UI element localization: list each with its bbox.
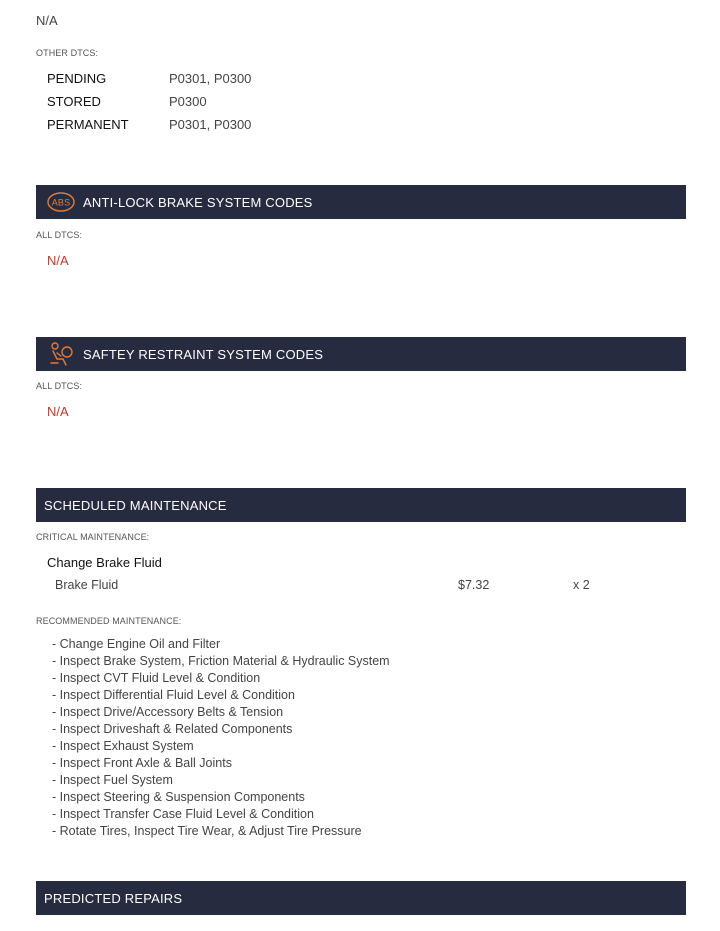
- critical-part-price: $7.32: [458, 578, 490, 592]
- maintenance-section-header: [36, 488, 686, 522]
- recommended-maintenance-list: [52, 636, 390, 840]
- abs-all-dtcs-label: ALL DTCS:: [36, 230, 83, 240]
- abs-icon-text: ABS: [51, 197, 71, 208]
- critical-item-title: Change Brake Fluid: [47, 555, 162, 570]
- airbag-icon: [44, 337, 78, 371]
- list-item: - Inspect Driveshaft & Related Components: [52, 722, 293, 736]
- critical-part-quantity: x 2: [573, 578, 590, 592]
- abs-section-title: ANTI-LOCK BRAKE SYSTEM CODES: [83, 194, 313, 210]
- dtc-row-stored: [47, 94, 207, 109]
- srs-section-header: [36, 337, 686, 371]
- srs-dtcs-value: N/A: [47, 404, 69, 419]
- list-item: - Inspect CVT Fluid Level & Condition: [52, 671, 261, 685]
- list-item: - Inspect Differential Fluid Level & Condition: [52, 688, 295, 702]
- list-item: - Rotate Tires, Inspect Tire Wear, & Adjust Tire Pressure: [52, 824, 362, 838]
- critical-part-name: Brake Fluid: [55, 578, 119, 592]
- predicted-repairs-header: [36, 881, 686, 915]
- dtc-value: P0301, P0300: [169, 71, 252, 86]
- abs-icon: [44, 185, 78, 219]
- list-item: - Change Engine Oil and Filter: [52, 637, 221, 651]
- list-item: - Inspect Front Axle & Ball Joints: [52, 756, 232, 770]
- dtc-key: PERMANENT: [47, 117, 129, 132]
- recommended-maintenance-label: RECOMMENDED MAINTENANCE:: [36, 616, 182, 626]
- predicted-repairs-title: PREDICTED REPAIRS: [44, 890, 183, 906]
- list-item: - Inspect Transfer Case Fluid Level & Condition: [52, 807, 314, 821]
- other-dtcs-label: OTHER DTCS:: [36, 48, 99, 58]
- list-item: - Inspect Fuel System: [52, 773, 173, 787]
- dtc-key: PENDING: [47, 71, 107, 86]
- srs-section-title: SAFTEY RESTRAINT SYSTEM CODES: [83, 346, 324, 362]
- list-item: - Inspect Brake System, Friction Material & Hydraulic System: [52, 654, 390, 668]
- abs-dtcs-value: N/A: [47, 253, 69, 268]
- dtc-value: P0301, P0300: [169, 117, 252, 132]
- dtc-row-permanent: [47, 117, 251, 132]
- dtc-key: STORED: [47, 94, 101, 109]
- abs-section-header: [36, 185, 686, 219]
- critical-maintenance-label: CRITICAL MAINTENANCE:: [36, 532, 150, 542]
- list-item: - Inspect Exhaust System: [52, 739, 194, 753]
- list-item: - Inspect Steering & Suspension Components: [52, 790, 305, 804]
- top-status-value: N/A: [36, 13, 58, 28]
- dtc-row-pending: [47, 71, 251, 86]
- dtc-value: P0300: [169, 94, 207, 109]
- list-item: - Inspect Drive/Accessory Belts & Tension: [52, 705, 284, 719]
- srs-all-dtcs-label: ALL DTCS:: [36, 381, 83, 391]
- maintenance-section-title: SCHEDULED MAINTENANCE: [44, 497, 227, 513]
